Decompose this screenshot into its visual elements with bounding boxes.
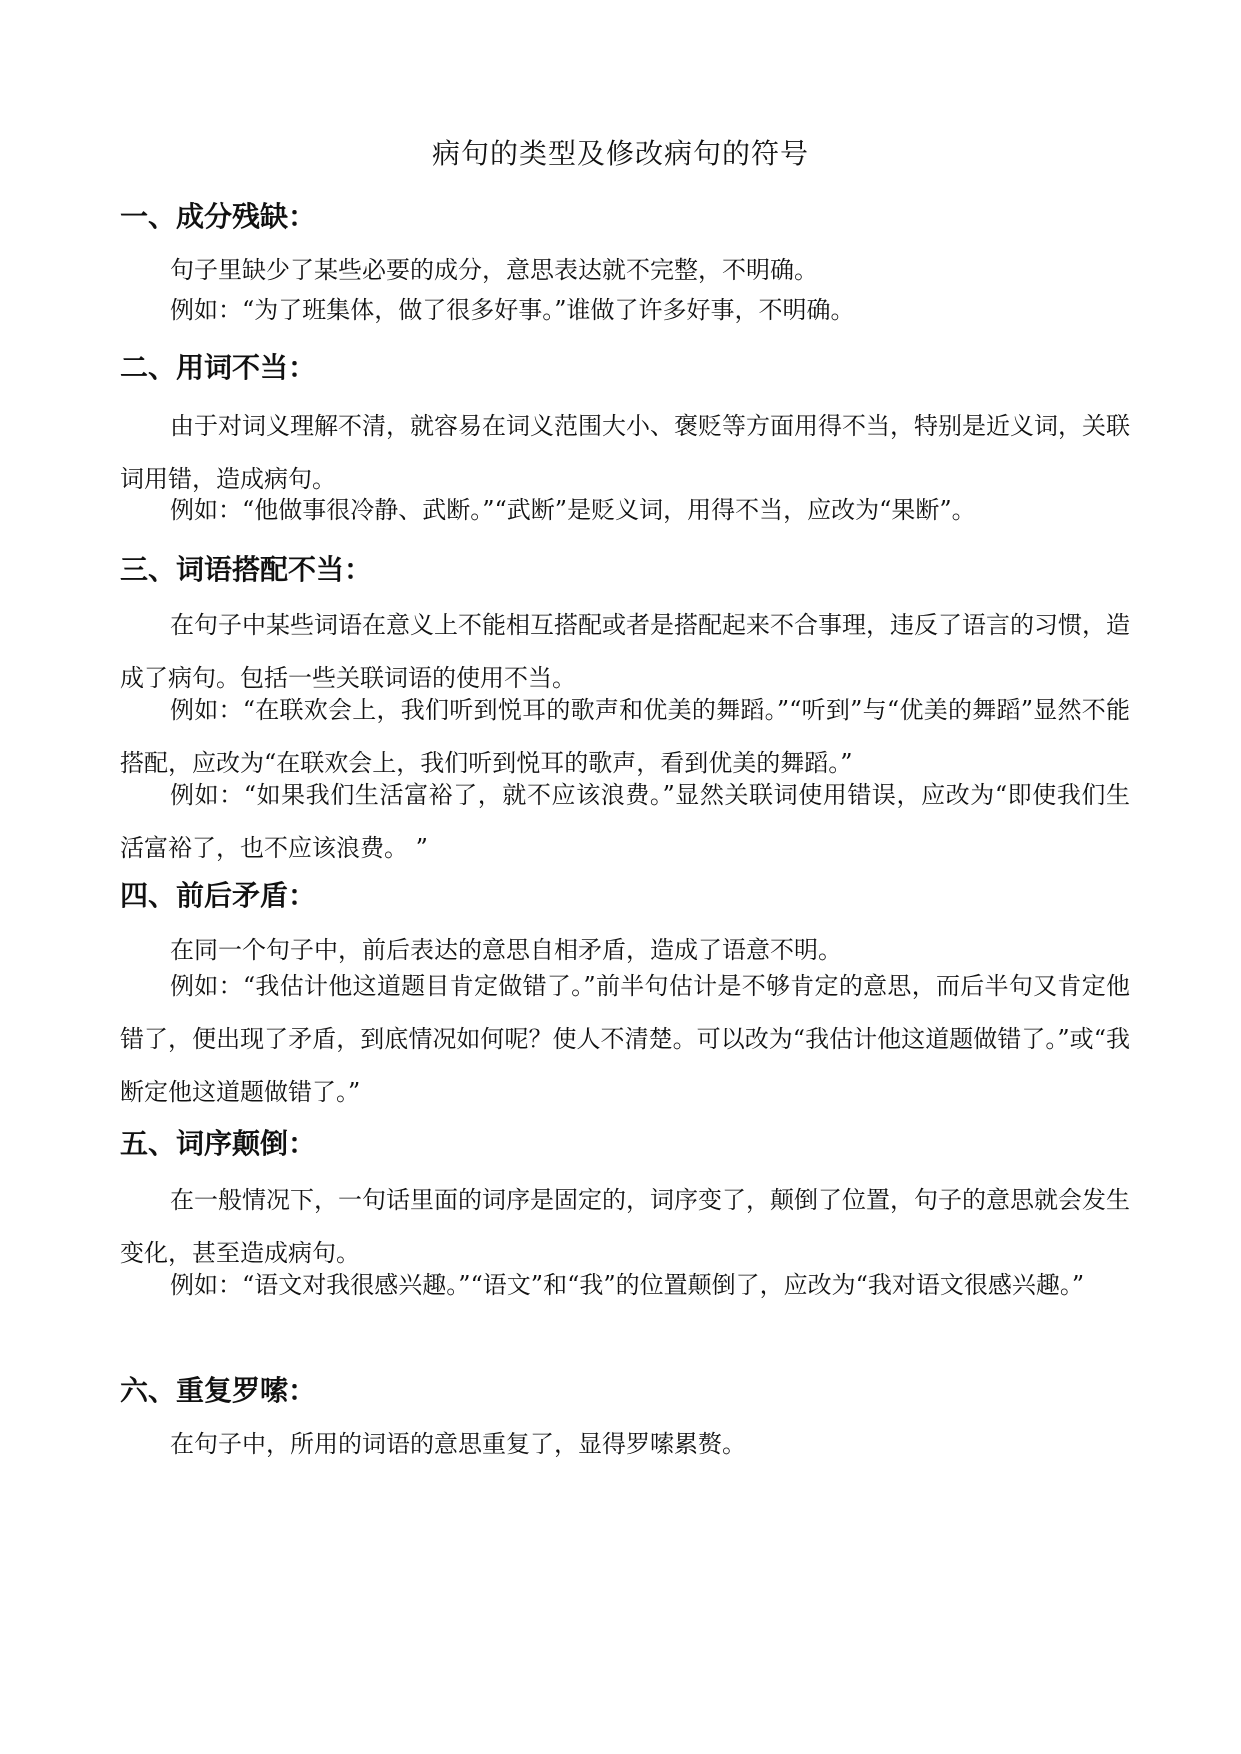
section-6-paragraph-1: 在句子中，所用的词语的意思重复了，显得罗嗦累赘。: [170, 1430, 746, 1458]
section-heading-3: 三、词语搭配不当：: [120, 553, 373, 586]
section-3-example-2: 例如：“如果我们生活富裕了，就不应该浪费。”显然关联词使用错误，应改为“即使我们生活富裕了，也不应该浪费。 ”: [120, 781, 1130, 862]
section-heading-1: 一、成分残缺：: [120, 200, 317, 233]
section-heading-4: 四、前后矛盾：: [120, 879, 317, 912]
section-heading-6: 六、重复罗嗦：: [120, 1374, 317, 1407]
document-title: 病句的类型及修改病句的符号: [431, 137, 809, 170]
section-1-example-1: 例如：“为了班集体，做了很多好事。”谁做了许多好事，不明确。: [170, 296, 855, 324]
section-5-paragraph-1: 在一般情况下，一句话里面的词序是固定的，词序变了，颠倒了位置，句子的意思就会发生变化，甚至造成病句。: [120, 1186, 1130, 1267]
section-4-paragraph-1: 在同一个句子中，前后表达的意思自相矛盾，造成了语意不明。: [170, 936, 842, 964]
section-2-paragraph-1: 由于对词义理解不清，就容易在词义范围大小、褒贬等方面用得不当，特别是近义词，关联词用错，造成病句。: [120, 412, 1130, 493]
section-4-example-1: 例如：“我估计他这道题目肯定做错了。”前半句估计是不够肯定的意思，而后半句又肯定他错了，便出现了矛盾，到底情况如何呢？使人不清楚。可以改为“我估计他这道题做错了。”或“我断定他这道题做错了。”: [120, 972, 1130, 1106]
section-heading-5: 五、词序颠倒：: [120, 1127, 317, 1160]
section-heading-2: 二、用词不当：: [120, 351, 317, 384]
section-1-paragraph-1: 句子里缺少了某些必要的成分，意思表达就不完整，不明确。: [170, 256, 818, 284]
section-2-example-1: 例如：“他做事很冷静、武断。”“武断”是贬义词，用得不当，应改为“果断”。: [170, 496, 976, 524]
section-3-example-1: 例如：“在联欢会上，我们听到悦耳的歌声和优美的舞蹈。”“听到”与“优美的舞蹈”显然不能搭配，应改为“在联欢会上，我们听到悦耳的歌声，看到优美的舞蹈。”: [120, 696, 1130, 777]
section-3-paragraph-1: 在句子中某些词语在意义上不能相互搭配或者是搭配起来不合事理，违反了语言的习惯，造成了病句。包括一些关联词语的使用不当。: [120, 611, 1130, 692]
section-5-example-1: 例如：“语文对我很感兴趣。”“语文”和“我”的位置颠倒了，应改为“我对语文很感兴趣。”: [170, 1271, 1085, 1299]
